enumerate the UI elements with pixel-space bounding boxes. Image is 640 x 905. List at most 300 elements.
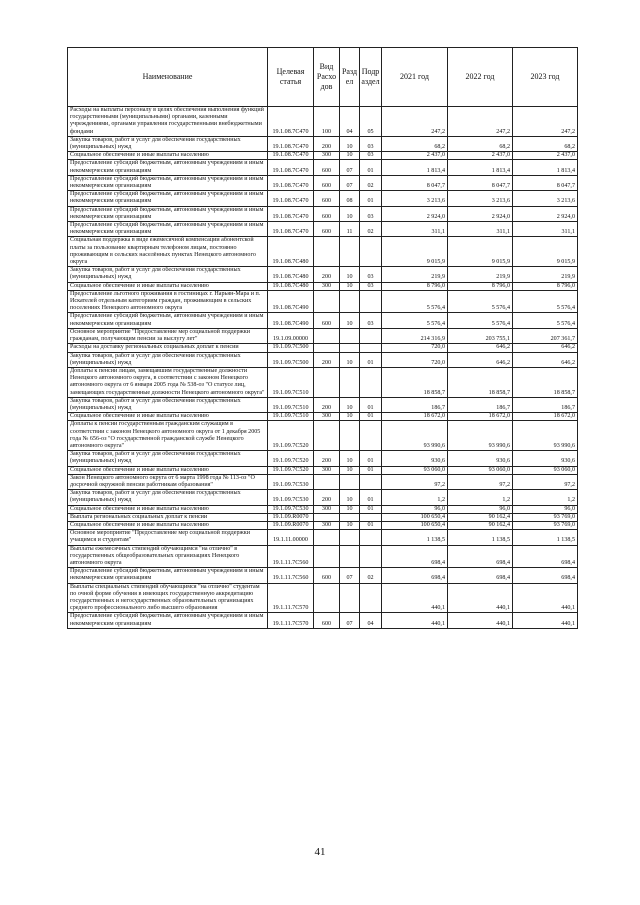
section-cell: 10: [340, 313, 360, 328]
amount-2021-cell: 214 316,9: [382, 328, 448, 343]
amount-2022-cell: 203 755,1: [448, 328, 513, 343]
amount-2022-cell: 698,4: [448, 545, 513, 568]
amount-2023-cell: 18 672,0: [513, 413, 578, 421]
amount-2021-cell: 720,0: [382, 344, 448, 352]
section-cell: 10: [340, 466, 360, 474]
header-year-2023: 2023 год: [513, 48, 578, 107]
amount-2021-cell: 2 437,0: [382, 152, 448, 160]
table-row: [68, 160, 578, 175]
row-name-cell: Закупка товаров, работ и услуг для обеспечения государственных (муниципальных) нужд: [68, 451, 268, 466]
section-cell: [340, 290, 360, 313]
table-row: [68, 175, 578, 190]
row-name-cell: Предоставление субсидий бюджетным, автономным учреждениям и иным некоммерческим организациям: [68, 175, 268, 190]
target-article-cell: 19.1.09.7С520: [268, 451, 314, 466]
row-name-cell: Предоставление субсидий бюджетным, автономным учреждениям и иным некоммерческим организациям: [68, 206, 268, 221]
section-cell: 10: [340, 282, 360, 290]
amount-2021-cell: 247,2: [382, 107, 448, 137]
amount-2022-cell: 18 672,0: [448, 413, 513, 421]
amount-2023-cell: 68,2: [513, 136, 578, 151]
amount-2022-cell: 90 162,4: [448, 521, 513, 529]
expense-type-cell: [314, 583, 340, 613]
section-cell: 08: [340, 191, 360, 206]
amount-2021-cell: 96,0: [382, 505, 448, 513]
target-article-cell: 19.1.11.7С560: [268, 545, 314, 568]
section-cell: 04: [340, 107, 360, 137]
subsection-cell: 01: [360, 505, 382, 513]
target-article-cell: 19.1.08.7С470: [268, 191, 314, 206]
amount-2022-cell: 2 437,0: [448, 152, 513, 160]
section-cell: [340, 583, 360, 613]
target-article-cell: 19.1.08.7С470: [268, 136, 314, 151]
amount-2022-cell: 90 162,4: [448, 513, 513, 521]
row-name-cell: Социальное обеспечение и иные выплаты населению: [68, 413, 268, 421]
target-article-cell: 19.1.09.7С510: [268, 413, 314, 421]
table-row: [68, 136, 578, 151]
row-name-cell: Расходы на доставку региональных социальных доплат к пенсии: [68, 344, 268, 352]
subsection-cell: [360, 290, 382, 313]
section-cell: 10: [340, 136, 360, 151]
target-article-cell: 19.1.08.7С480: [268, 237, 314, 267]
expense-type-cell: 600: [314, 568, 340, 583]
header-target-article: Целевая статья: [268, 48, 314, 107]
expense-type-cell: 300: [314, 282, 340, 290]
target-article-cell: 19.1.09.7С530: [268, 490, 314, 505]
amount-2022-cell: 1 813,4: [448, 160, 513, 175]
section-cell: 07: [340, 568, 360, 583]
subsection-cell: 02: [360, 175, 382, 190]
row-name-cell: Основное мероприятие "Предоставление мер социальной поддержки гражданам, получающим пенсии за выслугу лет": [68, 328, 268, 343]
amount-2021-cell: 68,2: [382, 136, 448, 151]
row-name-cell: Предоставление субсидий бюджетным, автономным учреждениям и иным некоммерческим организациям: [68, 160, 268, 175]
amount-2022-cell: 219,9: [448, 267, 513, 282]
row-name-cell: Доплаты к пенсии лицам, замещавшим государственные должности Ненецкого автономного округа, в соответствии с законом Ненецкого автономного округа от 6 января 2005 года № 538-оз "О статусе лиц, замещающих государственные должности Ненецкого автономного округа": [68, 367, 268, 397]
table-row: [68, 421, 578, 451]
table-header-row: [68, 48, 578, 107]
subsection-cell: 04: [360, 613, 382, 628]
amount-2022-cell: 5 576,4: [448, 290, 513, 313]
expense-type-cell: [314, 421, 340, 451]
table-row: [68, 505, 578, 513]
amount-2023-cell: 219,9: [513, 267, 578, 282]
table-row: [68, 451, 578, 466]
expense-type-cell: 600: [314, 175, 340, 190]
amount-2023-cell: 698,4: [513, 568, 578, 583]
section-cell: 11: [340, 222, 360, 237]
section-cell: 10: [340, 451, 360, 466]
amount-2023-cell: 440,1: [513, 583, 578, 613]
amount-2022-cell: 2 924,0: [448, 206, 513, 221]
target-article-cell: 19.1.08.7С490: [268, 290, 314, 313]
row-name-cell: Социальное обеспечение и иные выплаты населению: [68, 152, 268, 160]
row-name-cell: Предоставление субсидий бюджетным, автономным учреждениям и иным некоммерческим организациям: [68, 613, 268, 628]
section-cell: 10: [340, 152, 360, 160]
amount-2021-cell: 9 015,9: [382, 237, 448, 267]
table-row: [68, 237, 578, 267]
amount-2022-cell: 93 060,0: [448, 466, 513, 474]
expense-type-cell: 200: [314, 397, 340, 412]
amount-2021-cell: 698,4: [382, 568, 448, 583]
row-name-cell: Социальное обеспечение и иные выплаты населению: [68, 466, 268, 474]
section-cell: 07: [340, 613, 360, 628]
expense-type-cell: 300: [314, 413, 340, 421]
section-cell: 10: [340, 413, 360, 421]
row-name-cell: Предоставление льготного проживания в гостиницах г. Нарьян-Мара и п. Искателей отдельным категориям граждан, проживающим в сельских поселениях Ненецкого автономного округа: [68, 290, 268, 313]
amount-2023-cell: 186,7: [513, 397, 578, 412]
table-row: [68, 490, 578, 505]
subsection-cell: 03: [360, 282, 382, 290]
amount-2021-cell: 1 813,4: [382, 160, 448, 175]
subsection-cell: [360, 583, 382, 613]
budget-table-sheet: [67, 47, 577, 629]
subsection-cell: [360, 474, 382, 489]
amount-2023-cell: 5 576,4: [513, 313, 578, 328]
row-name-cell: Социальная поддержка в виде ежемесячной компенсации абонентской платы за пользование квартирным телефоном лицам, постоянно проживающим в сельских населённых пунктах Ненецкого автономного округа: [68, 237, 268, 267]
amount-2023-cell: 93 990,6: [513, 421, 578, 451]
table-row: [68, 191, 578, 206]
expense-type-cell: [314, 367, 340, 397]
row-name-cell: Выплаты ежемесячных стипендий обучающимся "на отлично" в государственных общеобразовательных организациях Ненецкого автономного округа: [68, 545, 268, 568]
subsection-cell: 02: [360, 222, 382, 237]
expense-type-cell: 200: [314, 451, 340, 466]
target-article-cell: 19.1.09.7С510: [268, 397, 314, 412]
subsection-cell: 03: [360, 267, 382, 282]
row-name-cell: Предоставление субсидий бюджетным, автономным учреждениям и иным некоммерческим организациям: [68, 191, 268, 206]
amount-2021-cell: 698,4: [382, 545, 448, 568]
table-row: [68, 474, 578, 489]
amount-2023-cell: 8 047,7: [513, 175, 578, 190]
expense-type-cell: 300: [314, 521, 340, 529]
target-article-cell: 19.1.09.7С500: [268, 352, 314, 367]
target-article-cell: 19.1.11.7С560: [268, 568, 314, 583]
table-row: [68, 206, 578, 221]
row-name-cell: Выплата региональных социальных доплат к пенсии: [68, 513, 268, 521]
table-row: [68, 152, 578, 160]
table-body: [68, 107, 578, 629]
table-row: [68, 290, 578, 313]
expense-type-cell: [314, 530, 340, 545]
subsection-cell: 03: [360, 313, 382, 328]
amount-2021-cell: 3 213,6: [382, 191, 448, 206]
row-name-cell: Закупка товаров, работ и услуг для обеспечения государственных (муниципальных) нужд: [68, 397, 268, 412]
amount-2023-cell: 2 924,0: [513, 206, 578, 221]
amount-2022-cell: 440,1: [448, 613, 513, 628]
header-year-2021: 2021 год: [382, 48, 448, 107]
amount-2022-cell: 9 015,9: [448, 237, 513, 267]
subsection-cell: 01: [360, 451, 382, 466]
subsection-cell: 05: [360, 107, 382, 137]
target-article-cell: 19.1.09.00000: [268, 328, 314, 343]
row-name-cell: Социальное обеспечение и иные выплаты населению: [68, 521, 268, 529]
table-row: [68, 545, 578, 568]
expense-type-cell: [314, 290, 340, 313]
amount-2023-cell: 247,2: [513, 107, 578, 137]
section-cell: 10: [340, 267, 360, 282]
section-cell: 10: [340, 352, 360, 367]
subsection-cell: [360, 328, 382, 343]
row-name-cell: Предоставление субсидий бюджетным, автономным учреждениям и иным некоммерческим организациям: [68, 313, 268, 328]
section-cell: 10: [340, 397, 360, 412]
amount-2022-cell: 1,2: [448, 490, 513, 505]
amount-2022-cell: 440,1: [448, 583, 513, 613]
amount-2021-cell: 8 796,0: [382, 282, 448, 290]
subsection-cell: [360, 237, 382, 267]
amount-2021-cell: 5 576,4: [382, 313, 448, 328]
header-name: Наименование: [68, 48, 268, 107]
section-cell: 07: [340, 160, 360, 175]
table-row: [68, 367, 578, 397]
budget-table: [67, 47, 578, 629]
amount-2023-cell: 440,1: [513, 613, 578, 628]
amount-2023-cell: 2 437,0: [513, 152, 578, 160]
expense-type-cell: [314, 474, 340, 489]
amount-2022-cell: 1 138,5: [448, 530, 513, 545]
amount-2023-cell: 93 769,0: [513, 513, 578, 521]
amount-2023-cell: 1,2: [513, 490, 578, 505]
amount-2023-cell: 646,2: [513, 352, 578, 367]
expense-type-cell: 300: [314, 152, 340, 160]
amount-2022-cell: 930,6: [448, 451, 513, 466]
amount-2023-cell: 96,0: [513, 505, 578, 513]
amount-2022-cell: 698,4: [448, 568, 513, 583]
amount-2022-cell: 5 576,4: [448, 313, 513, 328]
amount-2023-cell: 93 769,0: [513, 521, 578, 529]
row-name-cell: Основное мероприятие "Предоставление мер социальной поддержки учащимся и студентам": [68, 530, 268, 545]
section-cell: [340, 344, 360, 352]
amount-2021-cell: 100 650,4: [382, 513, 448, 521]
amount-2021-cell: 8 047,7: [382, 175, 448, 190]
amount-2022-cell: 646,2: [448, 352, 513, 367]
subsection-cell: [360, 367, 382, 397]
amount-2023-cell: 9 015,9: [513, 237, 578, 267]
expense-type-cell: 300: [314, 505, 340, 513]
amount-2021-cell: 100 650,4: [382, 521, 448, 529]
page-number: 41: [314, 846, 326, 858]
subsection-cell: 03: [360, 152, 382, 160]
subsection-cell: 02: [360, 568, 382, 583]
section-cell: 10: [340, 505, 360, 513]
target-article-cell: 19.1.08.7С470: [268, 222, 314, 237]
amount-2023-cell: 311,1: [513, 222, 578, 237]
row-name-cell: Социальное обеспечение и иные выплаты населению: [68, 505, 268, 513]
row-name-cell: Закупка товаров, работ и услуг для обеспечения государственных (муниципальных) нужд: [68, 136, 268, 151]
header-expense-type: Вид Расхо дов: [314, 48, 340, 107]
section-cell: [340, 530, 360, 545]
amount-2021-cell: 311,1: [382, 222, 448, 237]
expense-type-cell: 600: [314, 191, 340, 206]
row-name-cell: Выплаты специальных стипендий обучающимся "на отлично" студентам по очной форме обучения в имеющих государственную аккредитацию государственных и негосударственных образовательных организациях среднего профессионального либо высшего образования: [68, 583, 268, 613]
table-row: [68, 107, 578, 137]
table-row: [68, 568, 578, 583]
target-article-cell: 19.1.09.7С520: [268, 466, 314, 474]
amount-2023-cell: 93 060,0: [513, 466, 578, 474]
section-cell: 10: [340, 521, 360, 529]
amount-2023-cell: 5 576,4: [513, 290, 578, 313]
amount-2021-cell: 2 924,0: [382, 206, 448, 221]
table-row: [68, 222, 578, 237]
expense-type-cell: 100: [314, 107, 340, 137]
section-cell: [340, 367, 360, 397]
row-name-cell: Предоставление субсидий бюджетным, автономным учреждениям и иным некоммерческим организациям: [68, 568, 268, 583]
target-article-cell: 19.1.08.7С470: [268, 206, 314, 221]
subsection-cell: 03: [360, 206, 382, 221]
section-cell: [340, 513, 360, 521]
header-year-2022: 2022 год: [448, 48, 513, 107]
target-article-cell: 19.1.08.7С470: [268, 160, 314, 175]
expense-type-cell: [314, 344, 340, 352]
subsection-cell: [360, 545, 382, 568]
target-article-cell: 19.1.09.7С510: [268, 367, 314, 397]
expense-type-cell: 600: [314, 613, 340, 628]
expense-type-cell: 600: [314, 160, 340, 175]
row-name-cell: Расходы на выплаты персоналу в целях обеспечения выполнения функций государственными (муниципальными) органами, казенными учреждениями, органами управления государственными внебюджетными фондами: [68, 107, 268, 137]
table-row: [68, 530, 578, 545]
section-cell: 10: [340, 490, 360, 505]
amount-2022-cell: 247,2: [448, 107, 513, 137]
expense-type-cell: 200: [314, 136, 340, 151]
table-row: [68, 313, 578, 328]
amount-2023-cell: 3 213,6: [513, 191, 578, 206]
amount-2022-cell: 3 213,6: [448, 191, 513, 206]
row-name-cell: Закупка товаров, работ и услуг для обеспечения государственных (муниципальных) нужд: [68, 267, 268, 282]
header-subsection: Подр аздел: [360, 48, 382, 107]
subsection-cell: 01: [360, 521, 382, 529]
row-name-cell: Закон Ненецкого автономного округа от 6 марта 1998 года № 113-оз "О досрочной окружной пенсии работникам образования": [68, 474, 268, 489]
table-row: [68, 413, 578, 421]
amount-2023-cell: 18 858,7: [513, 367, 578, 397]
row-name-cell: Предоставление субсидий бюджетным, автономным учреждениям и иным некоммерческим организациям: [68, 222, 268, 237]
amount-2021-cell: 440,1: [382, 583, 448, 613]
amount-2021-cell: 440,1: [382, 613, 448, 628]
subsection-cell: 01: [360, 466, 382, 474]
expense-type-cell: 200: [314, 490, 340, 505]
subsection-cell: [360, 530, 382, 545]
target-article-cell: 19.1.11.00000: [268, 530, 314, 545]
section-cell: 07: [340, 175, 360, 190]
amount-2021-cell: 930,6: [382, 451, 448, 466]
target-article-cell: 19.1.09.7С500: [268, 344, 314, 352]
row-name-cell: Закупка товаров, работ и услуг для обеспечения государственных (муниципальных) нужд: [68, 352, 268, 367]
subsection-cell: [360, 421, 382, 451]
section-cell: [340, 328, 360, 343]
table-row: [68, 397, 578, 412]
amount-2023-cell: 646,2: [513, 344, 578, 352]
expense-type-cell: [314, 513, 340, 521]
subsection-cell: 01: [360, 490, 382, 505]
amount-2022-cell: 311,1: [448, 222, 513, 237]
amount-2021-cell: 1 138,5: [382, 530, 448, 545]
target-article-cell: 19.1.08.7С470: [268, 152, 314, 160]
section-cell: [340, 237, 360, 267]
subsection-cell: 01: [360, 160, 382, 175]
table-row: [68, 583, 578, 613]
table-row: [68, 613, 578, 628]
amount-2023-cell: 1 813,4: [513, 160, 578, 175]
target-article-cell: 19.1.09.7С530: [268, 474, 314, 489]
amount-2023-cell: 207 361,7: [513, 328, 578, 343]
table-row: [68, 521, 578, 529]
amount-2021-cell: 97,2: [382, 474, 448, 489]
section-cell: [340, 545, 360, 568]
expense-type-cell: [314, 545, 340, 568]
amount-2022-cell: 97,2: [448, 474, 513, 489]
subsection-cell: 01: [360, 352, 382, 367]
target-article-cell: 19.1.09.R0070: [268, 513, 314, 521]
row-name-cell: Закупка товаров, работ и услуг для обеспечения государственных (муниципальных) нужд: [68, 490, 268, 505]
subsection-cell: [360, 344, 382, 352]
target-article-cell: 19.1.08.7С470: [268, 175, 314, 190]
amount-2022-cell: 68,2: [448, 136, 513, 151]
expense-type-cell: 600: [314, 206, 340, 221]
row-name-cell: Доплаты к пенсии государственным гражданским служащим в соответствии с законом Ненецкого автономного округа от 1 декабря 2005 года № 656-оз "О государственной гражданской службе Ненецкого автономного округа": [68, 421, 268, 451]
amount-2022-cell: 186,7: [448, 397, 513, 412]
table-row: [68, 513, 578, 521]
amount-2021-cell: 1,2: [382, 490, 448, 505]
amount-2022-cell: 93 990,6: [448, 421, 513, 451]
amount-2022-cell: 18 858,7: [448, 367, 513, 397]
amount-2021-cell: 219,9: [382, 267, 448, 282]
table-row: [68, 267, 578, 282]
header-section: Разд ел: [340, 48, 360, 107]
amount-2023-cell: 698,4: [513, 545, 578, 568]
expense-type-cell: [314, 237, 340, 267]
target-article-cell: 19.1.08.7С470: [268, 107, 314, 137]
amount-2022-cell: 8 796,0: [448, 282, 513, 290]
amount-2022-cell: 96,0: [448, 505, 513, 513]
table-row: [68, 344, 578, 352]
amount-2023-cell: 930,6: [513, 451, 578, 466]
amount-2021-cell: 720,0: [382, 352, 448, 367]
row-name-cell: Социальное обеспечение и иные выплаты населению: [68, 282, 268, 290]
expense-type-cell: 600: [314, 222, 340, 237]
expense-type-cell: 200: [314, 352, 340, 367]
amount-2021-cell: 5 576,4: [382, 290, 448, 313]
expense-type-cell: [314, 328, 340, 343]
subsection-cell: [360, 513, 382, 521]
amount-2021-cell: 186,7: [382, 397, 448, 412]
section-cell: [340, 421, 360, 451]
target-article-cell: 19.1.11.7С570: [268, 613, 314, 628]
target-article-cell: 19.1.11.7С570: [268, 583, 314, 613]
amount-2023-cell: 8 796,0: [513, 282, 578, 290]
amount-2023-cell: 97,2: [513, 474, 578, 489]
table-row: [68, 282, 578, 290]
subsection-cell: 01: [360, 191, 382, 206]
amount-2022-cell: 646,2: [448, 344, 513, 352]
subsection-cell: 03: [360, 136, 382, 151]
expense-type-cell: 200: [314, 267, 340, 282]
table-row: [68, 328, 578, 343]
section-cell: [340, 474, 360, 489]
target-article-cell: 19.1.08.7С480: [268, 282, 314, 290]
amount-2021-cell: 18 672,0: [382, 413, 448, 421]
section-cell: 10: [340, 206, 360, 221]
expense-type-cell: 600: [314, 313, 340, 328]
subsection-cell: 01: [360, 397, 382, 412]
amount-2021-cell: 93 990,6: [382, 421, 448, 451]
amount-2021-cell: 18 858,7: [382, 367, 448, 397]
table-row: [68, 352, 578, 367]
amount-2023-cell: 1 138,5: [513, 530, 578, 545]
table-row: [68, 466, 578, 474]
target-article-cell: 19.1.09.7С520: [268, 421, 314, 451]
amount-2021-cell: 93 060,0: [382, 466, 448, 474]
target-article-cell: 19.1.09.7С530: [268, 505, 314, 513]
target-article-cell: 19.1.08.7С490: [268, 313, 314, 328]
target-article-cell: 19.1.09.R0070: [268, 521, 314, 529]
expense-type-cell: 300: [314, 466, 340, 474]
subsection-cell: 01: [360, 413, 382, 421]
target-article-cell: 19.1.08.7С480: [268, 267, 314, 282]
